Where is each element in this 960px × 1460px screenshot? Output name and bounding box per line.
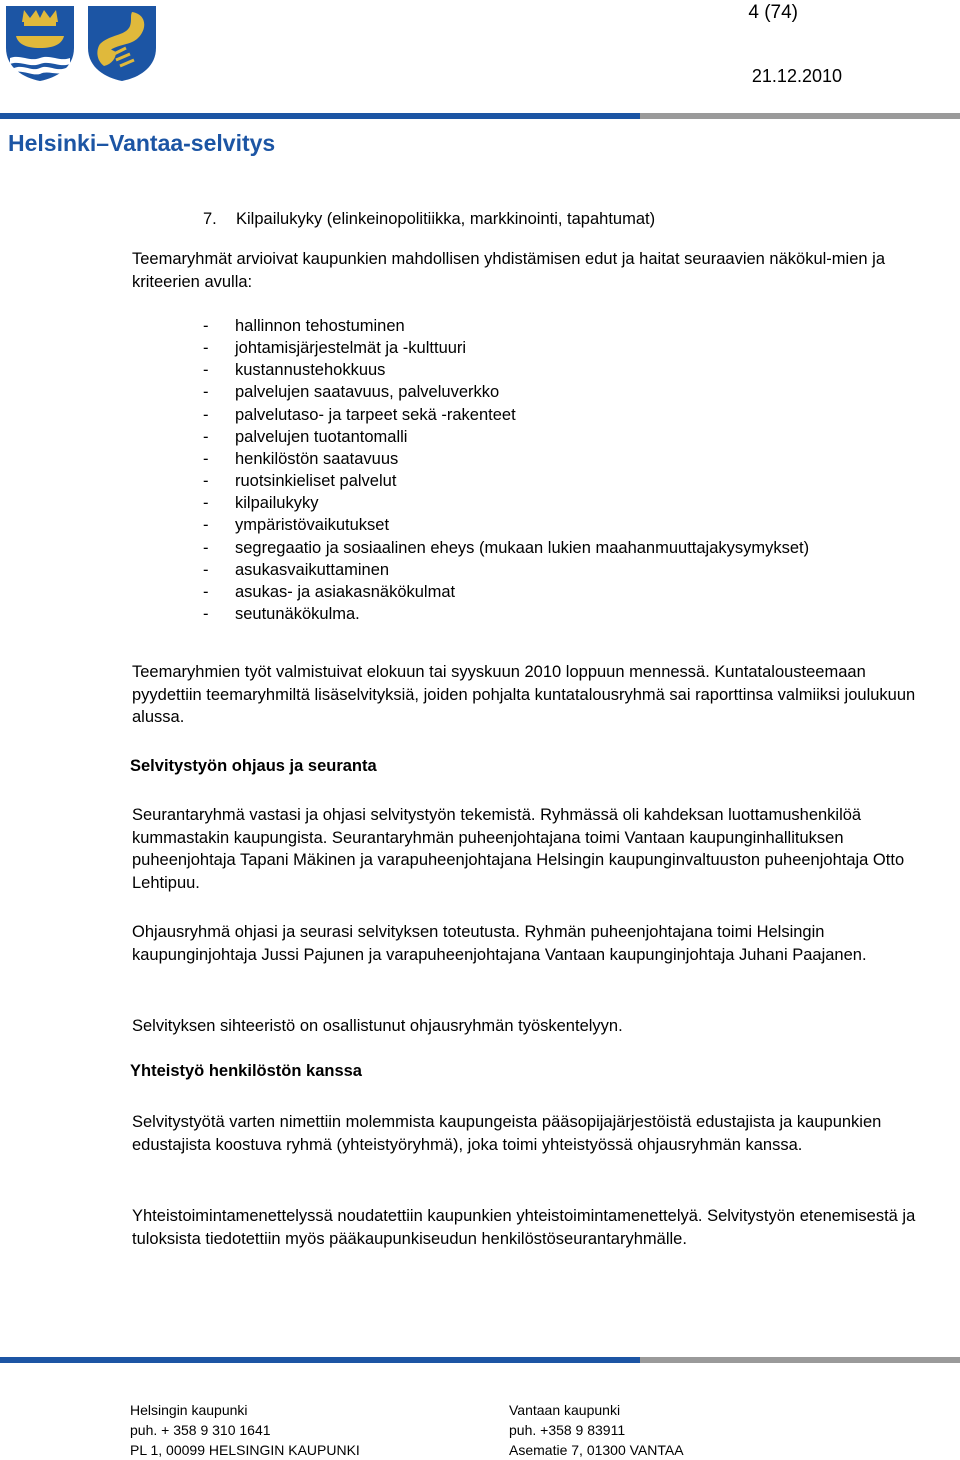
paragraph-yhteistoiminta: Yhteistoimintamenettelyssä noudatettiin kaupunkien yhteistoimintamenettelyä. Selvitystyön etenemisestä ja tuloksista tiedotettiin myös pääkaupunkiseudun henkilöstöseurantaryhmälle. [132, 1207, 916, 1248]
footer-vantaa [509, 1400, 684, 1460]
list-item: - segregaatio ja sosiaalinen eheys (mukaan lukien maahanmuuttajakysymykset) [203, 538, 810, 557]
list-item: - henkilöstön saatavuus [203, 449, 399, 468]
item-text: Kilpailukyky (elinkeinopolitiikka, markkinointi, tapahtumat) [236, 210, 656, 228]
list-item: - seutunäkökulma. [203, 605, 360, 624]
document-title: Helsinki–Vantaa-selvitys [8, 130, 276, 156]
footer-vantaa-address: Asematie 7, 01300 VANTAA [509, 1442, 684, 1458]
footer-helsinki-name: Helsingin kaupunki [130, 1402, 248, 1418]
footer-helsinki-phone: puh. + 358 9 310 1641 [130, 1422, 271, 1438]
list-item: - asukas- ja asiakasnäkökulmat [203, 582, 456, 601]
page-number: 4 (74) [748, 2, 798, 23]
list-item: - hallinnon tehostuminen [203, 317, 405, 335]
paragraph-seurantaryhma: Seurantaryhmä vastasi ja ohjasi selvitystyön tekemistä. Ryhmässä oli kahdeksan luottamushenkilöä kummastakin kaupungista. Seurantaryhmän puheenjohtajana toimi Vantaan kaupunginhallituksen puheenjohtaja Tapani Mäkinen ja varapuheenjohtajana Helsingin kaupunginvaltuuston puheenjohtaja Otto Lehtipuu. [132, 806, 905, 892]
footer-vantaa-name: Vantaan kaupunki [509, 1402, 621, 1418]
footer-helsinki [130, 1400, 360, 1460]
heading-yhteistyo: Yhteistyö henkilöstön kanssa [130, 1062, 362, 1080]
list-item: - palvelujen saatavuus, palveluverkko [203, 383, 500, 402]
list-item: - ympäristövaikutukset [203, 516, 390, 535]
list-item: - palvelujen tuotantomalli [203, 427, 408, 446]
list-item: - asukasvaikuttaminen [203, 560, 390, 579]
intro-paragraph: Teemaryhmät arvioivat kaupunkien mahdollisen yhdistämisen edut ja haitat seuraavien näkökul-mien ja kriteerien avulla: [132, 250, 885, 291]
document-date: 21.12.2010 [751, 66, 842, 86]
list-item-7 [203, 210, 655, 229]
header-stripe [0, 113, 960, 119]
paragraph-sihteeristo: Selvityksen sihteeristö on osallistunut ohjausryhmän työskentelyyn. [132, 1017, 623, 1035]
list-item: - palvelutaso- ja tarpeet sekä -rakenteet [203, 405, 516, 424]
footer-helsinki-address: PL 1, 00099 HELSINGIN KAUPUNKI [130, 1442, 360, 1458]
list-item: - kustannustehokkuus [203, 361, 386, 380]
heading-ohjaus: Selvitystyön ohjaus ja seuranta [130, 757, 377, 775]
vantaa-crest-logo [86, 4, 158, 87]
list-item: - kilpailukyky [203, 494, 319, 513]
paragraph-teemaryhmat: Teemaryhmien työt valmistuivat elokuun tai syyskuun 2010 loppuun mennessä. Kuntatalousteemaan pyydettiin teemaryhmiltä lisäselvityksiä, joiden pohjalta kuntatalousryhmä sai raporttinsa valmiiksi joulukuun alussa. [132, 663, 916, 727]
list-item: - ruotsinkieliset palvelut [203, 472, 397, 491]
footer-stripe [0, 1357, 960, 1363]
paragraph-yhteistyo: Selvitystyötä varten nimettiin molemmista kaupungeista pääsopijajärjestöistä edustajista ja kaupunkien edustajista koostuva ryhmä (yhteistyöryhmä), joka toimi yhteistyössä ohjausryhmän kanssa. [132, 1113, 882, 1154]
footer-vantaa-phone: puh. +358 9 83911 [509, 1422, 626, 1438]
item-number: 7. [203, 210, 217, 228]
list-item: - johtamisjärjestelmät ja -kulttuuri [203, 339, 467, 358]
paragraph-ohjausryhma: Ohjausryhmä ohjasi ja seurasi selvityksen toteutusta. Ryhmän puheenjohtajana toimi Helsingin kaupunginjohtaja Jussi Pajunen ja varapuheenjohtajana Vantaan kaupunginjohtaja Juhani Paajanen. [132, 923, 867, 964]
criteria-list [203, 315, 809, 625]
helsinki-crest-logo [4, 4, 76, 87]
